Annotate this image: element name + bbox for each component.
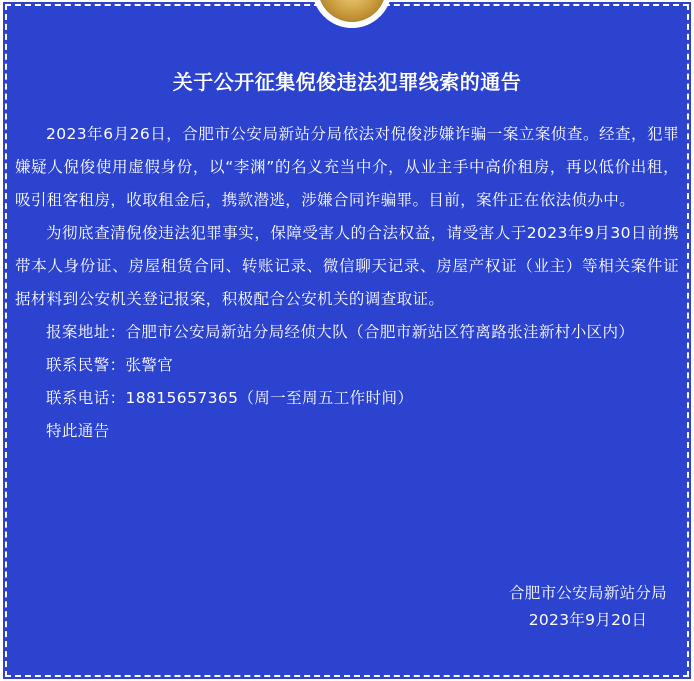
police-emblem-icon <box>312 0 392 28</box>
contact-police: 联系民警：张警官 <box>46 356 174 374</box>
notice-frame <box>5 4 689 677</box>
notice-body <box>15 118 679 448</box>
closing-text: 特此通告 <box>46 422 110 440</box>
paragraph-case-summary: 2023年6月26日，合肥市公安局新站分局依法对倪俊涉嫌诈骗一案立案侦查。经查，犯罪嫌疑人倪俊使用虚假身份，以“李渊”的名义充当中介，从业主手中高价租房，再以低价出租，吸引租客租房，收取租金后，携款潜逃，涉嫌合同诈骗罪。目前，案件正在依法侦办中。 <box>15 125 679 209</box>
notice-title: 关于公开征集倪俊违法犯罪线索的通告 <box>172 70 522 94</box>
signature-org: 合肥市公安局新站分局 <box>508 584 667 602</box>
emblem-inner <box>318 0 386 22</box>
contact-phone: 联系电话：18815657365（周一至周五工作时间） <box>46 389 414 407</box>
signature-date: 2023年9月20日 <box>528 611 648 629</box>
signature-block <box>509 580 667 634</box>
paragraph-appeal: 为彻底查清倪俊违法犯罪事实，保障受害人的合法权益，请受害人于2023年9月30日前携带本人身份证、房屋租赁合同、转账记录、微信聊天记录、房屋产权证（业主）等相关案件证据材料到公安机关登记报案，积极配合公安机关的调查取证。 <box>15 224 679 308</box>
report-address: 报案地址：合肥市公安局新站分局经侦大队（合肥市新站区符离路张洼新村小区内） <box>46 323 635 341</box>
